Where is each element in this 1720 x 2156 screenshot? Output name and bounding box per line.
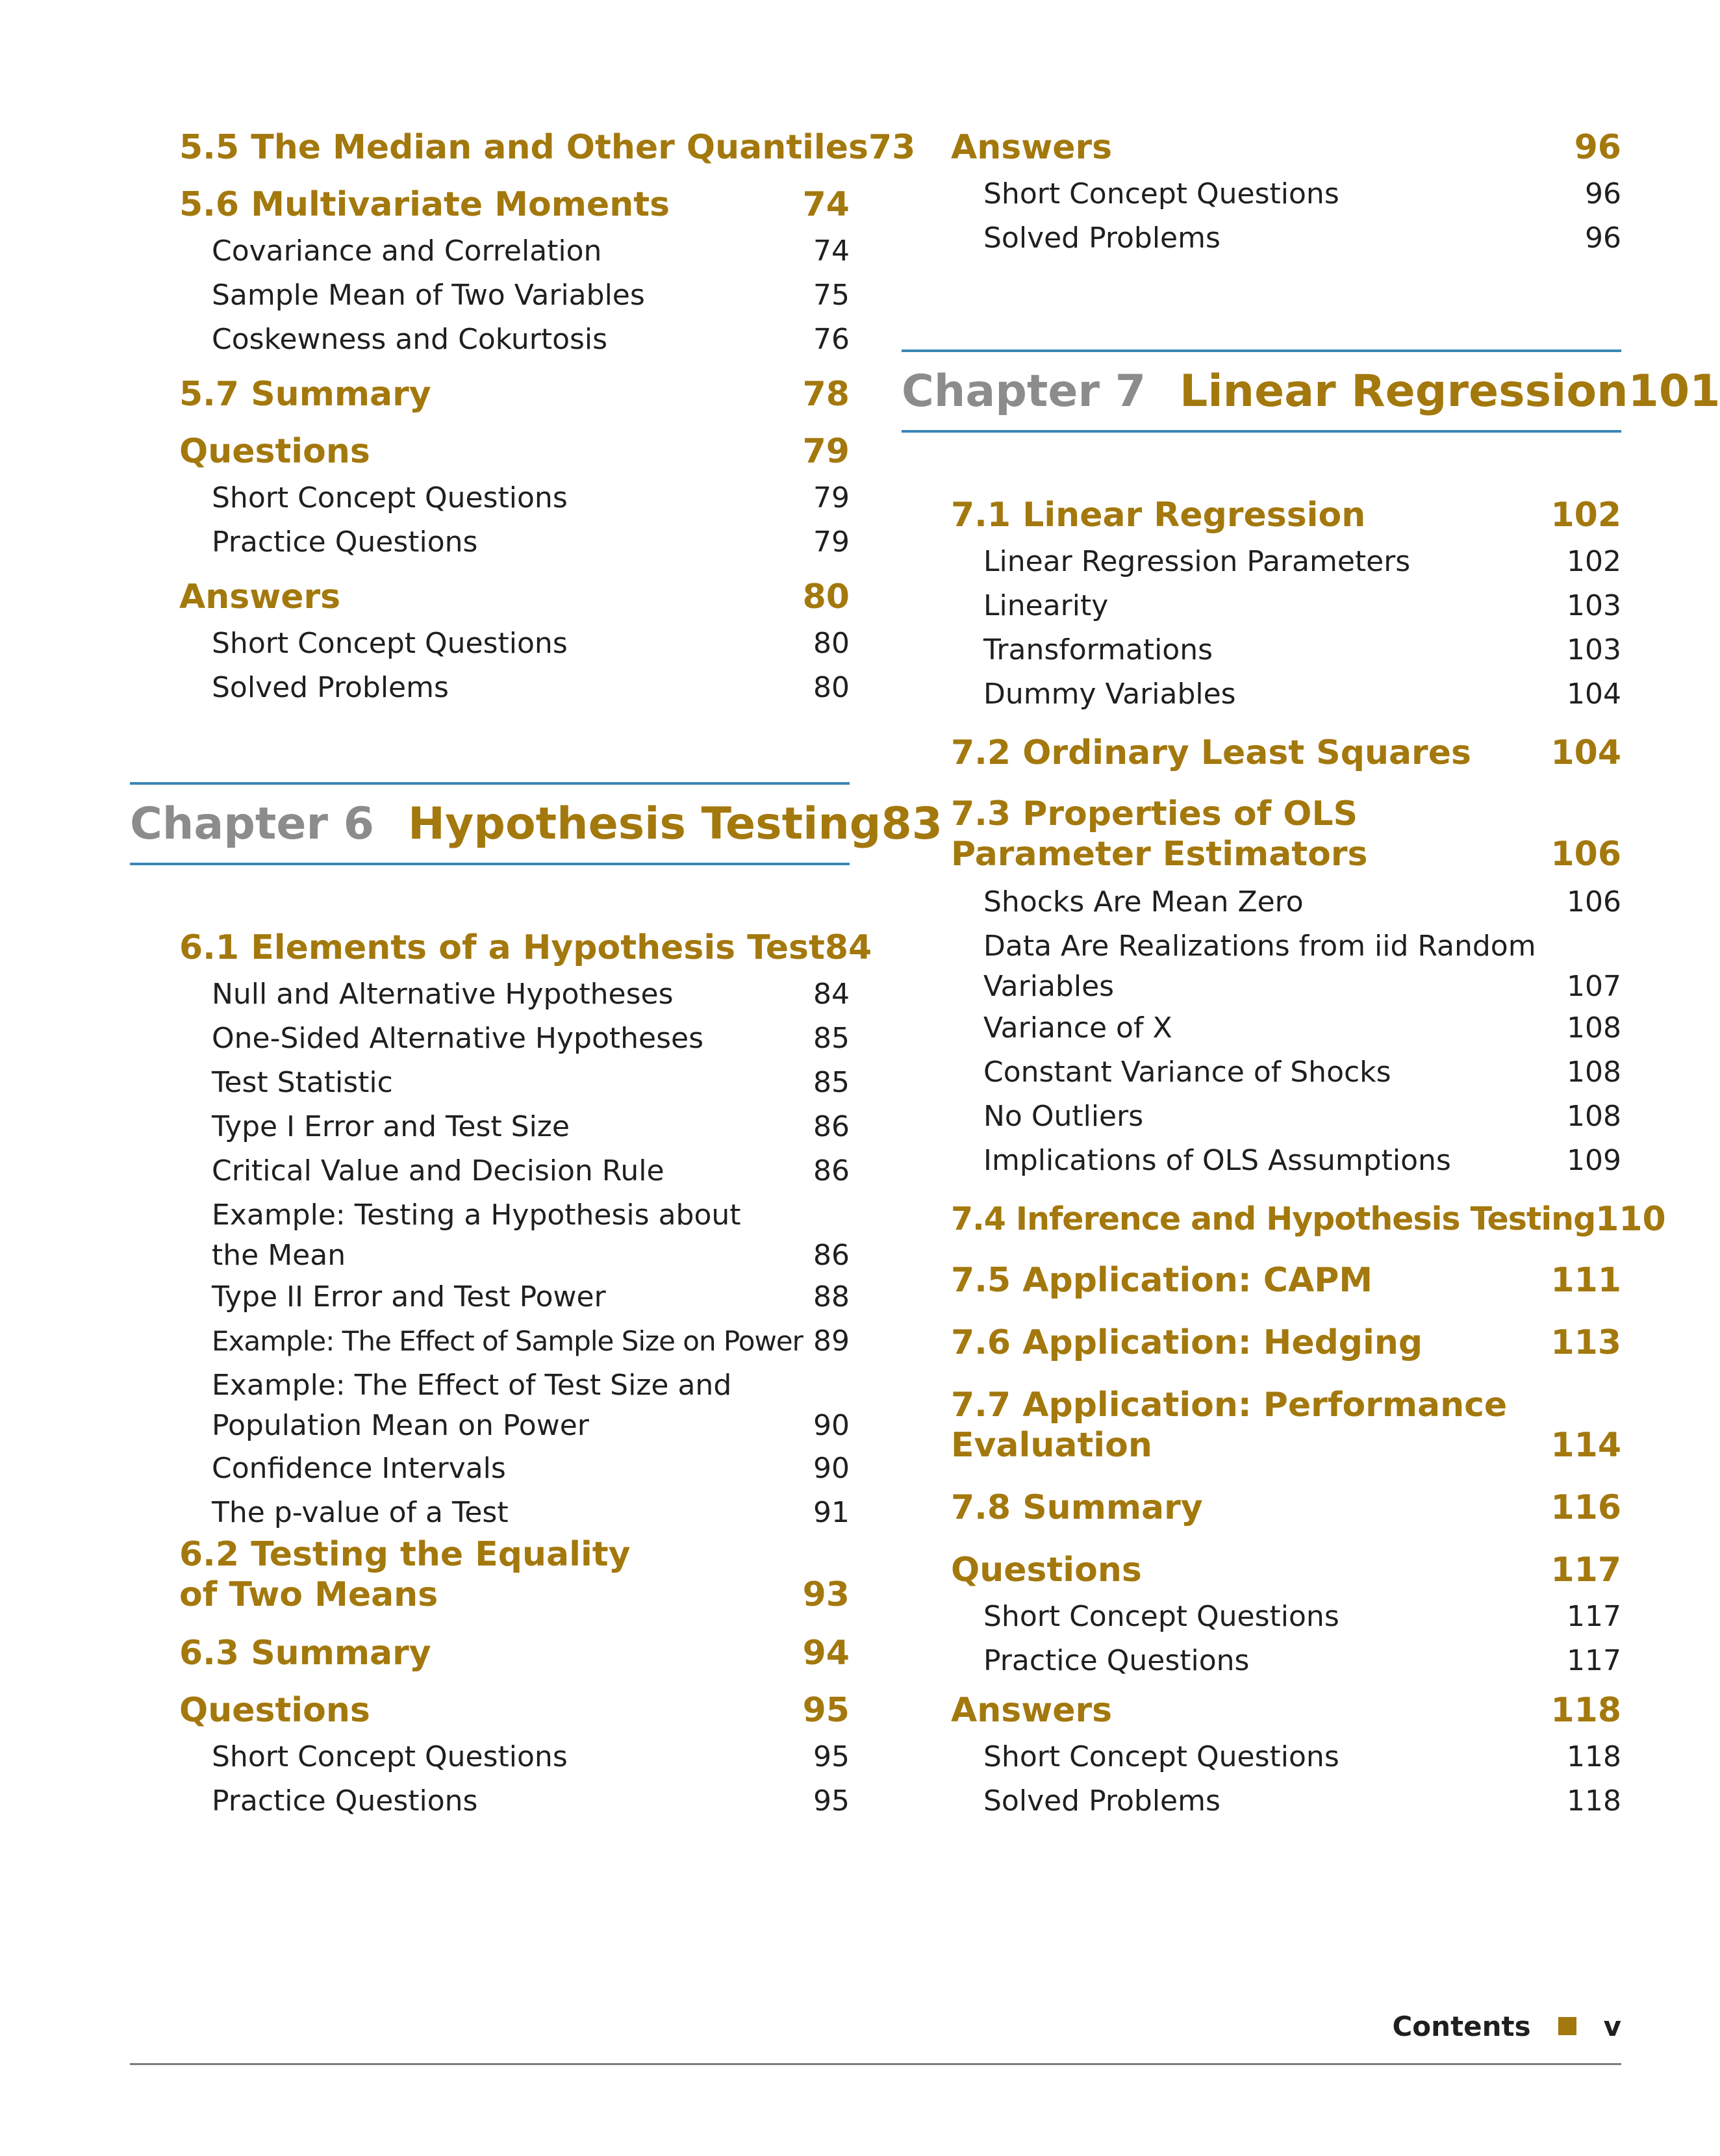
toc-item[interactable] [983, 1097, 1621, 1137]
toc-item[interactable] [983, 1052, 1621, 1093]
toc-title: Answers [179, 577, 341, 616]
toc-page: 86 [813, 1110, 850, 1143]
toc-page: 106 [1567, 885, 1621, 919]
toc-item[interactable] [983, 1641, 1621, 1681]
toc-item[interactable] [212, 1107, 850, 1147]
toc-page: 96 [1585, 177, 1621, 210]
footer-rule [130, 2063, 1621, 2065]
toc-section-6-1[interactable] [179, 928, 872, 968]
toc-title: Shocks Are Mean Zero [983, 885, 1304, 919]
footer-label: Contents [1392, 2010, 1531, 2042]
toc-title: Constant Variance of Shocks [983, 1056, 1391, 1089]
toc-answers[interactable] [951, 1690, 1621, 1731]
toc-title: 5.6 Multivariate Moments [179, 185, 670, 224]
toc-title: Solved Problems [983, 222, 1220, 255]
toc-title: 6.2 Testing the Equality of Two Means [179, 1535, 631, 1614]
chapter-title: Linear Regression [1180, 365, 1628, 417]
chapter-label: Chapter 6 [130, 798, 375, 850]
chapter-6-heading[interactable] [130, 785, 943, 863]
toc-title: Questions [179, 432, 370, 471]
toc-title: No Outliers [983, 1100, 1144, 1133]
toc-section-7-5[interactable] [951, 1260, 1621, 1300]
toc-item[interactable] [212, 1365, 850, 1446]
toc-title: Null and Alternative Hypotheses [212, 978, 674, 1011]
toc-page: 79 [813, 526, 850, 559]
toc-title: 7.8 Summary [951, 1488, 1203, 1527]
toc-item[interactable] [212, 624, 850, 664]
toc-page: 96 [1574, 128, 1621, 167]
toc-page: 80 [802, 577, 850, 616]
toc-page: 108 [1567, 1011, 1621, 1045]
toc-item[interactable] [212, 231, 850, 272]
toc-title: Questions [951, 1551, 1142, 1590]
toc-title: 5.5 The Median and Other Quantiles [179, 128, 868, 167]
toc-item[interactable] [212, 522, 850, 563]
toc-title: Short Concept Questions [212, 1740, 568, 1773]
toc-section-5-6[interactable] [179, 184, 850, 225]
toc-questions[interactable] [179, 431, 850, 472]
toc-title: Test Statistic [212, 1066, 393, 1099]
toc-title: Coskewness and Cokurtosis [212, 323, 608, 356]
toc-item[interactable] [212, 320, 850, 360]
toc-section-6-2[interactable] [179, 1534, 850, 1615]
toc-page: 95 [802, 1691, 850, 1730]
toc-item[interactable] [983, 674, 1621, 715]
toc-item[interactable] [212, 1151, 850, 1191]
toc-page: 107 [1567, 970, 1621, 1003]
toc-section-5-5[interactable] [179, 127, 916, 168]
toc-page: 94 [802, 1634, 850, 1673]
toc-answers[interactable] [179, 577, 850, 617]
toc-title: 5.7 Summary [179, 375, 431, 414]
toc-item[interactable] [983, 1737, 1621, 1777]
toc-page: 74 [802, 185, 850, 224]
toc-page: 86 [813, 1154, 850, 1187]
toc-title: Solved Problems [212, 671, 449, 704]
toc-title: Linearity [983, 589, 1109, 622]
toc-title: 7.3 Properties of OLS Parameter Estimators [951, 794, 1368, 874]
toc-page: 90 [813, 1409, 850, 1442]
toc-item[interactable] [983, 926, 1621, 1007]
toc-title: Short Concept Questions [983, 1600, 1339, 1633]
toc-item[interactable] [983, 542, 1621, 582]
toc-page: 103 [1567, 633, 1621, 666]
toc-title: Implications of OLS Assumptions [983, 1144, 1451, 1177]
toc-page: 104 [1567, 678, 1621, 711]
toc-title: 6.3 Summary [179, 1634, 431, 1673]
toc-title: Dummy Variables [983, 678, 1236, 711]
toc-section-6-3[interactable] [179, 1633, 850, 1673]
toc-title: Type II Error and Test Power [212, 1280, 606, 1313]
toc-section-7-7[interactable] [951, 1385, 1621, 1465]
toc-title: Data Are Realizations from iid Random Variables [983, 930, 1536, 1003]
chapter-label: Chapter 7 [902, 365, 1146, 417]
toc-page: 104 [1550, 733, 1621, 772]
toc-page: 84 [824, 928, 872, 967]
toc-page: 96 [1585, 222, 1621, 255]
toc-title: Covariance and Correlation [212, 235, 602, 268]
toc-title: Short Concept Questions [212, 481, 568, 514]
toc-item[interactable] [212, 974, 850, 1015]
toc-item[interactable] [983, 630, 1621, 670]
toc-item[interactable] [212, 1737, 850, 1777]
toc-page: 91 [813, 1496, 850, 1529]
chapter-title: Hypothesis Testing [408, 798, 881, 850]
toc-page: 74 [813, 235, 850, 268]
toc-page: 102 [1550, 496, 1621, 535]
toc-page: 86 [813, 1239, 850, 1272]
toc-item[interactable] [983, 174, 1621, 214]
toc-page: 89 [813, 1325, 850, 1358]
toc-title: Answers [951, 1691, 1113, 1730]
toc-page: 117 [1567, 1644, 1621, 1677]
toc-title: Practice Questions [983, 1644, 1250, 1677]
toc-item[interactable] [983, 1597, 1621, 1637]
toc-item[interactable] [212, 1449, 850, 1489]
toc-title: Practice Questions [212, 526, 478, 559]
chapter-rule-bottom [902, 430, 1621, 433]
toc-page: 75 [813, 279, 850, 312]
toc-title: Linear Regression Parameters [983, 545, 1411, 578]
toc-page: 85 [813, 1022, 850, 1055]
toc-item[interactable] [983, 1008, 1621, 1048]
toc-page: 79 [802, 432, 850, 471]
toc-page: 79 [813, 481, 850, 514]
toc-page: 103 [1567, 589, 1621, 622]
chapter-page: 101 [1628, 365, 1720, 417]
toc-item[interactable] [212, 1277, 850, 1317]
toc-title: Confidence Intervals [212, 1452, 506, 1485]
toc-page: 80 [813, 627, 850, 660]
toc-title: Type I Error and Test Size [212, 1110, 570, 1143]
toc-item[interactable] [983, 1141, 1621, 1181]
toc-title: 7.2 Ordinary Least Squares [951, 733, 1471, 772]
toc-page: 109 [1567, 1144, 1621, 1177]
toc-page: 102 [1567, 545, 1621, 578]
toc-title: Example: The Effect of Test Size and Population Mean on Power [212, 1369, 732, 1442]
toc-page: 88 [813, 1280, 850, 1313]
toc-answers[interactable] [951, 127, 1621, 168]
chapter-7-heading[interactable] [902, 352, 1720, 430]
toc-item[interactable] [983, 882, 1621, 922]
toc-section-7-3[interactable] [951, 794, 1621, 874]
toc-page: 118 [1550, 1691, 1621, 1730]
toc-section-7-6[interactable] [951, 1323, 1621, 1363]
toc-page: 95 [813, 1784, 850, 1818]
toc-item[interactable] [212, 668, 850, 708]
toc-title: 7.5 Application: CAPM [951, 1261, 1373, 1300]
toc-page: 95 [813, 1740, 850, 1773]
toc-item[interactable] [212, 478, 850, 518]
toc-title: Example: The Effect of Sample Size on Power [212, 1325, 803, 1357]
toc-page: 76 [813, 323, 850, 356]
toc-section-7-2[interactable] [951, 733, 1621, 773]
toc-title: Example: Testing a Hypothesis about the Mean [212, 1198, 741, 1272]
toc-title: 7.6 Application: Hedging [951, 1323, 1423, 1362]
toc-title: Variance of X [983, 1011, 1172, 1045]
toc-page: 110 [1595, 1200, 1666, 1239]
toc-item[interactable] [212, 1195, 850, 1276]
toc-page: 108 [1567, 1100, 1621, 1133]
toc-title: Sample Mean of Two Variables [212, 279, 645, 312]
toc-title: Practice Questions [212, 1784, 478, 1818]
footer-page-number: v [1603, 2010, 1621, 2042]
toc-item[interactable] [983, 1781, 1621, 1821]
toc-page: 117 [1550, 1551, 1621, 1590]
toc-page: 116 [1550, 1488, 1621, 1527]
toc-title: Critical Value and Decision Rule [212, 1154, 664, 1187]
chapter-page: 83 [881, 798, 943, 850]
toc-title: Short Concept Questions [983, 1740, 1339, 1773]
toc-questions[interactable] [179, 1690, 850, 1731]
toc-section-7-8[interactable] [951, 1488, 1621, 1528]
toc-title: 7.7 Application: Performance Evaluation [951, 1386, 1508, 1465]
page-footer [1392, 2003, 1621, 2049]
toc-page: 85 [813, 1066, 850, 1099]
toc-title: One-Sided Alternative Hypotheses [212, 1022, 704, 1055]
toc-page: 80 [813, 671, 850, 704]
toc-page: 118 [1567, 1740, 1621, 1773]
chapter-rule-bottom [130, 863, 850, 865]
toc-page: 73 [868, 128, 916, 167]
toc-questions[interactable] [951, 1550, 1621, 1590]
toc-page: 113 [1550, 1323, 1621, 1362]
toc-item[interactable] [212, 275, 850, 316]
toc-page: 84 [813, 978, 850, 1011]
toc-item[interactable] [983, 586, 1621, 626]
toc-item[interactable] [212, 1321, 850, 1362]
toc-page: 90 [813, 1452, 850, 1485]
toc-item[interactable] [212, 1781, 850, 1821]
toc-section-7-1[interactable] [951, 495, 1621, 535]
toc-page: 117 [1567, 1600, 1621, 1633]
toc-page: 93 [802, 1575, 850, 1614]
toc-title: Answers [951, 128, 1113, 167]
toc-item[interactable] [983, 218, 1621, 259]
toc-title: Short Concept Questions [212, 627, 568, 660]
square-bullet-icon [1558, 2017, 1576, 2035]
toc-page: 118 [1567, 1784, 1621, 1818]
toc-title: Short Concept Questions [983, 177, 1339, 210]
toc-title: Questions [179, 1691, 370, 1730]
toc-page: 106 [1550, 835, 1621, 874]
toc-page: 78 [802, 375, 850, 414]
toc-title: 6.1 Elements of a Hypothesis Test [179, 928, 825, 967]
toc-section-7-4[interactable] [951, 1199, 1666, 1239]
toc-title: Solved Problems [983, 1784, 1220, 1818]
toc-page: 114 [1550, 1426, 1621, 1465]
toc-item[interactable] [212, 1019, 850, 1059]
toc-item[interactable] [212, 1063, 850, 1103]
toc-section-5-7[interactable] [179, 374, 850, 414]
toc-title: Transformations [983, 633, 1213, 666]
toc-page: 111 [1550, 1261, 1621, 1300]
toc-title: 7.1 Linear Regression [951, 496, 1366, 535]
toc-title: The p-value of a Test [212, 1496, 509, 1529]
toc-item[interactable] [212, 1493, 850, 1533]
toc-title: 7.4 Inference and Hypothesis Testing [951, 1200, 1596, 1237]
toc-page: 108 [1567, 1056, 1621, 1089]
